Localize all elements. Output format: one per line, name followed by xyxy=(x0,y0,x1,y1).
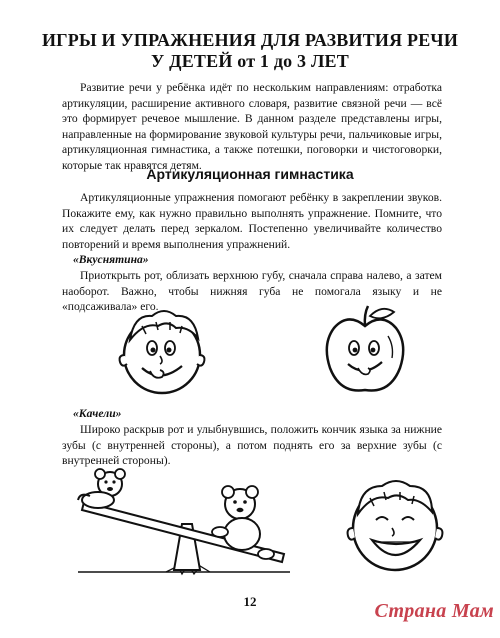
intro-paragraph: Развитие речи у ребёнка идёт по нескольким направлениям: отработка артикуляции, расширение активного словаря, развитие связной речи — всё это формирует речевое мышление. В данном разделе представлены игры, направленные на формирование звуковой культуры речи, пальчиковые игры, артикуляционная гимнастика, а также потешки, поговорки и чистоговорки, которые так нравятся детям. xyxy=(62,81,442,172)
page-title-line-2: У ДЕТЕЙ от 1 до 3 ЛЕТ xyxy=(151,51,349,71)
watermark: Страна Мам xyxy=(374,600,494,622)
page-title-line-1: ИГРЫ И УПРАЖНЕНИЯ ДЛЯ РАЗВИТИЯ РЕЧИ xyxy=(41,30,459,50)
section-paragraph: Артикуляционные упражнения помогают ребёнку в закреплении звуков. Покажите ему, как нужно правильно выполнять упражнение. Помните, что их следует делать перед зеркалом. Постепенно увеличивайте количество повторений и время выполнения упражнений. xyxy=(62,191,442,251)
laughing-boy-illustration xyxy=(340,470,450,580)
exercise-text-vkusnyatina: Приоткрыть рот, облизать верхнюю губу, сначала справа налево, а затем наоборот. Важно, чтобы нижняя губа не помогала языку и не «подсаживала» его. xyxy=(62,269,442,314)
smiling-apple-illustration xyxy=(318,302,413,402)
bears-on-seesaw-illustration xyxy=(70,462,300,582)
section-heading: Артикуляционная гимнастика xyxy=(146,166,354,182)
exercise-text-kacheli: Широко раскрыв рот и улыбнувшись, положить кончик языка за нижние зубы (с внутренней стороны), а потом поднять его за верхние зубы (с внутренней стороны). xyxy=(62,423,442,468)
exercise-title-vkusnyatina: «Вкуснятина» xyxy=(73,253,149,266)
page-number: 12 xyxy=(243,594,257,609)
exercise-title-kacheli: «Качели» xyxy=(73,407,122,420)
boy-licking-lip-illustration xyxy=(112,300,212,400)
